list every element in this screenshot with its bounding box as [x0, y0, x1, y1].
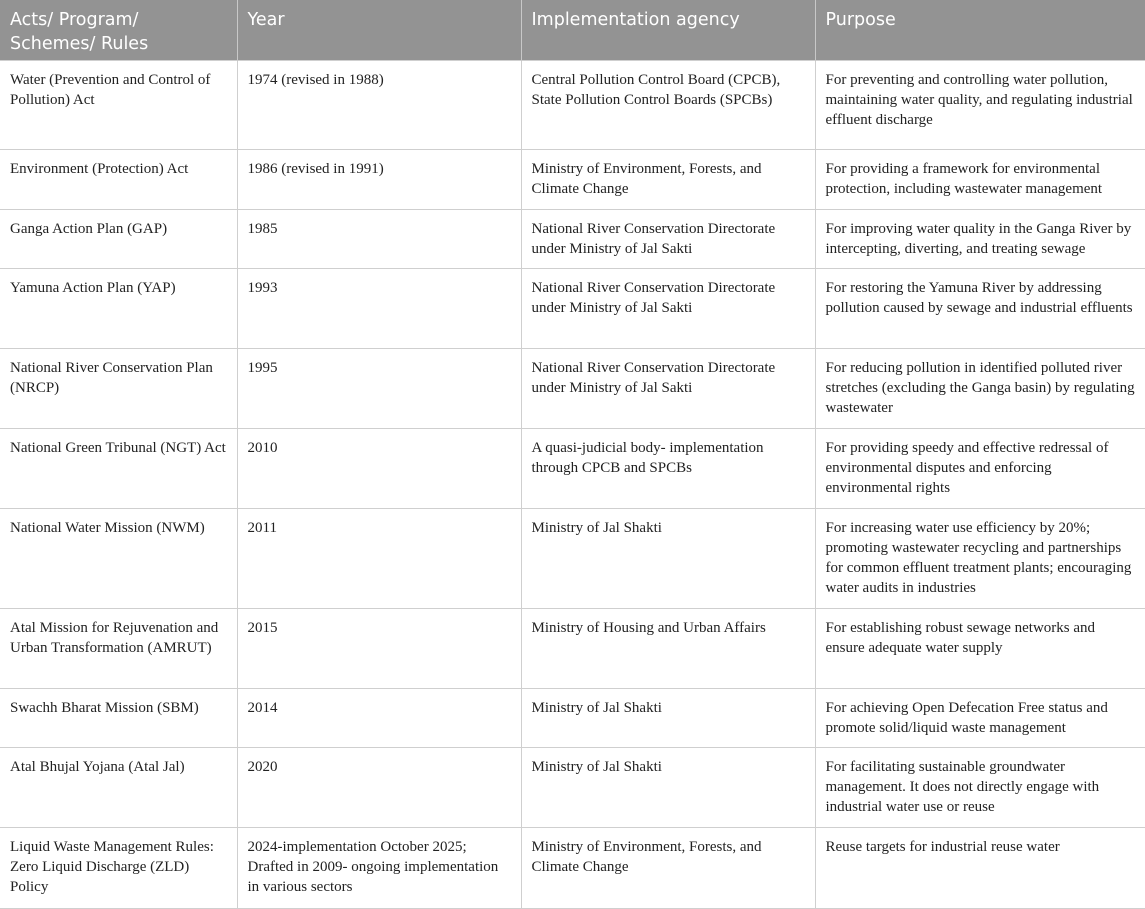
table-row: [0, 689, 1145, 748]
act-cell: National River Conservation Plan (NRCP): [0, 349, 237, 429]
purpose-cell: For facilitating sustainable groundwater management. It does not directly engage with industrial water use or reuse: [815, 748, 1145, 828]
act-cell: National Green Tribunal (NGT) Act: [0, 429, 237, 509]
purpose-cell: For providing speedy and effective redressal of environmental disputes and enforcing environmental rights: [815, 429, 1145, 509]
purpose-cell: For increasing water use efficiency by 20%; promoting wastewater recycling and partnerships for common effluent treatment plants; encouraging water audits in industries: [815, 509, 1145, 609]
year-cell: 2011: [237, 509, 521, 609]
header-purpose: Purpose: [815, 0, 1145, 61]
purpose-cell: For restoring the Yamuna River by addressing pollution caused by sewage and industrial effluents: [815, 269, 1145, 349]
table-row: [0, 509, 1145, 609]
agency-cell: Ministry of Environment, Forests, and Climate Change: [521, 150, 815, 210]
header-agency: Implementation agency: [521, 0, 815, 61]
agency-cell: Central Pollution Control Board (CPCB), State Pollution Control Boards (SPCBs): [521, 61, 815, 150]
act-cell: Yamuna Action Plan (YAP): [0, 269, 237, 349]
act-cell: Atal Mission for Rejuvenation and Urban Transformation (AMRUT): [0, 609, 237, 689]
year-cell: 1986 (revised in 1991): [237, 150, 521, 210]
act-cell: National Water Mission (NWM): [0, 509, 237, 609]
agency-cell: Ministry of Environment, Forests, and Climate Change: [521, 828, 815, 909]
act-cell: Swachh Bharat Mission (SBM): [0, 689, 237, 748]
purpose-cell: For establishing robust sewage networks and ensure adequate water supply: [815, 609, 1145, 689]
agency-cell: Ministry of Jal Shakti: [521, 689, 815, 748]
agency-cell: A quasi-judicial body- implementation through CPCB and SPCBs: [521, 429, 815, 509]
table-row: [0, 828, 1145, 909]
agency-cell: National River Conservation Directorate under Ministry of Jal Sakti: [521, 210, 815, 269]
table-row: [0, 210, 1145, 269]
act-cell: Atal Bhujal Yojana (Atal Jal): [0, 748, 237, 828]
purpose-cell: For improving water quality in the Ganga River by intercepting, diverting, and treating sewage: [815, 210, 1145, 269]
year-cell: 1985: [237, 210, 521, 269]
agency-cell: Ministry of Housing and Urban Affairs: [521, 609, 815, 689]
header-row: [0, 0, 1145, 61]
header-acts: Acts/ Program/ Schemes/ Rules: [0, 0, 237, 61]
act-cell: Ganga Action Plan (GAP): [0, 210, 237, 269]
act-cell: Environment (Protection) Act: [0, 150, 237, 210]
purpose-cell: For preventing and controlling water pollution, maintaining water quality, and regulating industrial effluent discharge: [815, 61, 1145, 150]
year-cell: 2020: [237, 748, 521, 828]
agency-cell: National River Conservation Directorate under Ministry of Jal Sakti: [521, 349, 815, 429]
year-cell: 1974 (revised in 1988): [237, 61, 521, 150]
table-row: [0, 269, 1145, 349]
header-year: Year: [237, 0, 521, 61]
year-cell: 2010: [237, 429, 521, 509]
table-row: [0, 349, 1145, 429]
table-row: [0, 609, 1145, 689]
purpose-cell: For reducing pollution in identified polluted river stretches (excluding the Ganga basin) by regulating wastewater: [815, 349, 1145, 429]
agency-cell: Ministry of Jal Shakti: [521, 509, 815, 609]
year-cell: 2015: [237, 609, 521, 689]
year-cell: 2014: [237, 689, 521, 748]
act-cell: Liquid Waste Management Rules: Zero Liquid Discharge (ZLD) Policy: [0, 828, 237, 909]
act-cell: Water (Prevention and Control of Pollution) Act: [0, 61, 237, 150]
table-row: [0, 61, 1145, 150]
table-row: [0, 429, 1145, 509]
purpose-cell: For achieving Open Defecation Free status and promote solid/liquid waste management: [815, 689, 1145, 748]
year-cell: 1993: [237, 269, 521, 349]
agency-cell: Ministry of Jal Shakti: [521, 748, 815, 828]
purpose-cell: Reuse targets for industrial reuse water: [815, 828, 1145, 909]
table-row: [0, 150, 1145, 210]
year-cell: 2024-implementation October 2025; Drafted in 2009- ongoing implementation in various sectors: [237, 828, 521, 909]
table-row: [0, 748, 1145, 828]
purpose-cell: For providing a framework for environmental protection, including wastewater management: [815, 150, 1145, 210]
year-cell: 1995: [237, 349, 521, 429]
agency-cell: National River Conservation Directorate under Ministry of Jal Sakti: [521, 269, 815, 349]
